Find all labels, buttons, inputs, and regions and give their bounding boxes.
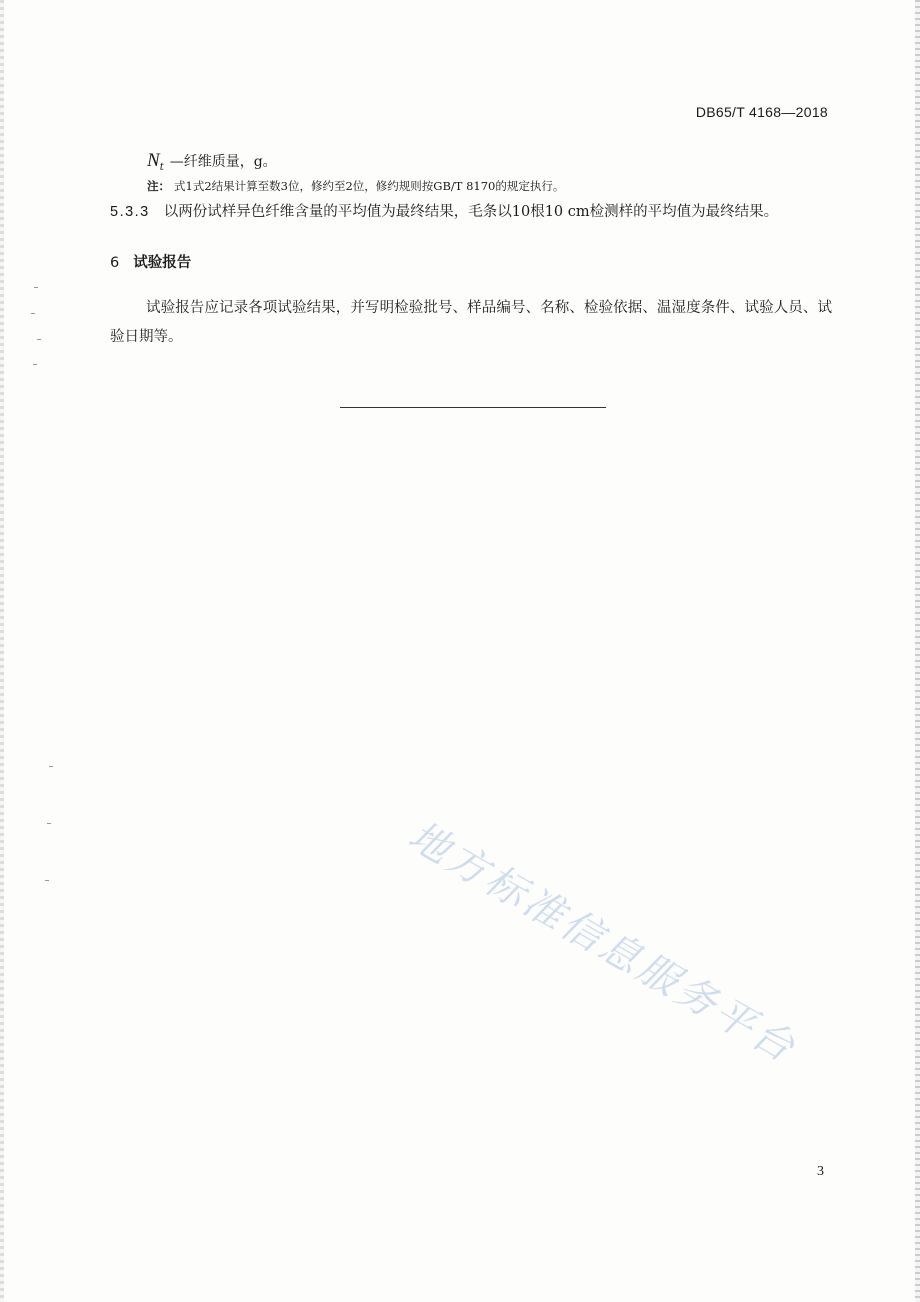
- scan-speck: [31, 313, 35, 314]
- clause-text: 以两份试样异色纤维含量的平均值为最终结果，毛条以10根10 cm检测样的平均值为最终结果。: [163, 204, 779, 220]
- clause-5-3-3: [110, 200, 778, 221]
- note-text: 式1式2结果计算至数3位，修约至2位，修约规则按GB/T 8170的规定执行。: [174, 179, 565, 193]
- scan-speck: [33, 364, 37, 365]
- watermark: 地方标准信息服务平台: [400, 812, 805, 1073]
- scan-left-edge: [0, 0, 4, 1302]
- variable-description: —纤维质量，g。: [169, 154, 277, 170]
- section-heading: [110, 251, 191, 272]
- page-number: 3: [817, 1164, 824, 1179]
- section-number: 6: [110, 255, 120, 271]
- scan-speck: [47, 823, 51, 824]
- scan-speck: [37, 339, 41, 340]
- variable-symbol: N: [147, 150, 160, 171]
- variable-definition: [147, 150, 277, 173]
- section-title: 试验报告: [133, 255, 192, 271]
- clause-number: 5.3.3: [110, 204, 150, 220]
- scan-speck: [49, 766, 53, 767]
- scan-speck: [45, 880, 49, 881]
- scan-speck: [34, 287, 38, 288]
- scan-right-edge: [915, 0, 920, 1302]
- end-rule: [340, 407, 606, 408]
- variable-subscript: t: [159, 162, 164, 173]
- document-number: DB65/T 4168—2018: [695, 104, 828, 120]
- note: [147, 178, 564, 194]
- section-paragraph: 试验报告应记录各项试验结果，并写明检验批号、样品编号、名称、检验依据、温湿度条件、试验人员、试验日期等。: [110, 300, 832, 345]
- note-label: 注：: [147, 179, 170, 193]
